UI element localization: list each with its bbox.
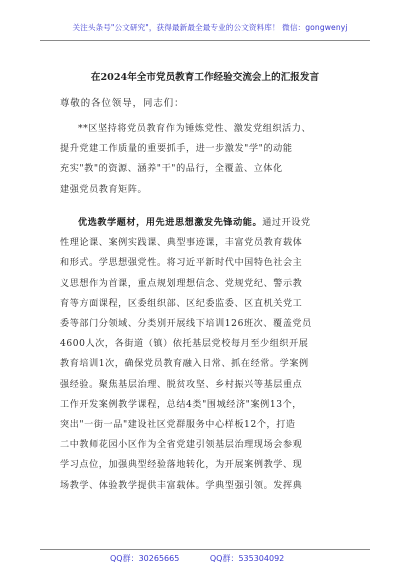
paragraph-line: 工作开发案例教学课程，总结4类"围城经济"案例13个， (60, 399, 302, 410)
paragraph-line: 委等部门分领域、分类别开展线下培训126班次、覆盖党员 (60, 319, 312, 330)
salutation: 尊敬的各位领导，同志们： (60, 98, 185, 109)
paragraph-text: 通过开设党 (262, 218, 311, 228)
document-title: 在2024年全市党员教育工作经验交流会上的汇报发言 (90, 72, 320, 83)
paragraph-line: 提升党建工作质量的重要抓手，进一步激发"学"的动能 (60, 144, 293, 155)
paragraph-line: 和形式。学思想强党性。将习近平新时代中国特色社会主 (60, 258, 303, 269)
paragraph-line: **区坚持将党员教育作为锤炼党性、激发党组织活力、 (78, 124, 312, 134)
footer-divider (40, 549, 370, 550)
paragraph-line: 突出"一街一品"建设社区党群服务中心样板12个，打造 (60, 420, 296, 431)
footer-contacts (110, 553, 310, 564)
paragraph-line: 场教学、体验教学提供丰富载体。学典型强引领。发挥典 (60, 480, 303, 491)
footer-qq-group-2: QQ群：535304092 (209, 554, 285, 563)
footer-qq-group-1: QQ群：30265665 (110, 554, 180, 563)
paragraph-line: 二中教师花园小区作为全省党建引领基层治理现场会参观 (60, 440, 303, 451)
paragraph-line: 义思想作为首课，重点规划理想信念、党规党纪、警示教 (60, 278, 303, 289)
paragraph-line: 强经验。聚焦基层治理、脱贫攻坚、乡村振兴等基层重点 (60, 379, 303, 390)
header-divider (40, 40, 370, 41)
paragraph-line: 建强党员教育矩阵。 (60, 184, 148, 195)
paragraph-line (60, 213, 370, 233)
paragraph-line: 学习点位，加强典型经验落地转化，为开展案例教学、现 (60, 460, 303, 471)
paragraph-line: 教育培训1次，确保党员教育融入日常、抓在经常。学案例 (60, 359, 309, 370)
paragraph-line: 充实"教"的资源、涵养"干"的品行，全覆盖、立体化 (60, 164, 283, 175)
paragraph-line: 性理论课、案例实践课、典型事迹课，丰富党员教育载体 (60, 238, 303, 249)
paragraph-2 (60, 213, 370, 496)
paragraph-line: 育等方面课程，区委组织部、区纪委监委、区直机关党工 (60, 298, 303, 309)
header-notice: 关注头条号"公文研究"，获得最新最全最专业的公文资料库！ 微信：gongwenyj (72, 23, 348, 32)
paragraph-line: 4600人次，各街道（镇）依托基层党校每月至少组织开展 (60, 339, 309, 350)
paragraph-1 (60, 119, 370, 200)
paragraph-heading: 优选教学题材，用先进思想激发先锋动能。 (78, 217, 263, 228)
